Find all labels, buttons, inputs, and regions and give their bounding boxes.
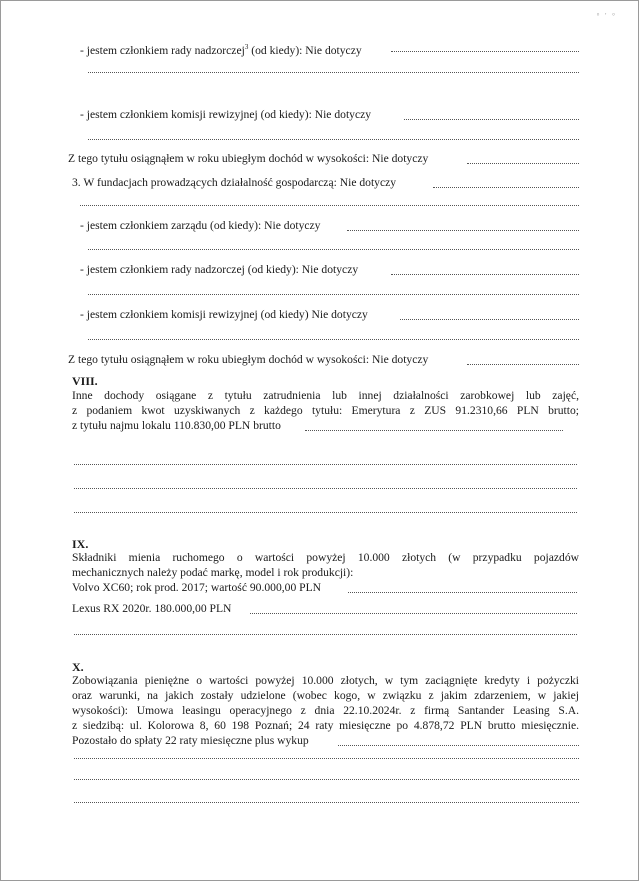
sec10-line4: z siedzibą: ul. Kolorowa 8, 60 198 Poznań; 24 raty miesięczne po 4.878,72 PLN brutto miesięcznie. bbox=[72, 719, 579, 732]
sec10-heading: X. bbox=[72, 660, 84, 674]
dotted-line bbox=[74, 464, 577, 465]
sec9-item1: Volvo XC60; rok prod. 2017; wartość 90.000,00 PLN bbox=[72, 581, 322, 594]
dotted-line bbox=[467, 364, 579, 365]
fund-rada-line: - jestem członkiem rady nadzorczej (od kiedy): Nie dotyczy bbox=[80, 263, 359, 276]
sec9-item2: Lexus RX 2020r. 180.000,00 PLN bbox=[72, 602, 232, 615]
dotted-line bbox=[74, 758, 579, 759]
sec8-line3: z tytułu najmu lokalu 110.830,00 PLN brutto bbox=[72, 419, 281, 432]
dotted-line bbox=[88, 339, 579, 340]
sec10-line3: wysokości): Umowa leasingu operacyjnego z dnia 22.10.2024r. z firmą Santander Leasing S.A. bbox=[72, 704, 579, 717]
dotted-line bbox=[74, 802, 579, 803]
sec9-heading: IX. bbox=[72, 537, 89, 551]
fund-item: 3. W fundacjach prowadzących działalność gospodarczą: Nie dotyczy bbox=[72, 176, 397, 189]
sec9-line2: mechanicznych należy podać markę, model i rok produkcji): bbox=[72, 566, 354, 579]
dotted-line bbox=[250, 613, 577, 614]
dotted-line bbox=[88, 139, 579, 140]
dotted-line bbox=[391, 51, 579, 52]
fund-komisja-line: - jestem członkiem komisji rewizyjnej (od kiedy) Nie dotyczy bbox=[80, 308, 368, 321]
sec7-komisja-line: - jestem członkiem komisji rewizyjnej (od kiedy): Nie dotyczy bbox=[80, 108, 372, 121]
sec10-line1: Zobowiązania pieniężne o wartości powyżej 10.000 złotych, w tym zaciągnięte kredyty i pożyczki bbox=[72, 674, 579, 687]
dotted-line bbox=[348, 592, 577, 593]
sec9-line1: Składniki mienia ruchomego o wartości powyżej 10.000 złotych (w przypadku pojazdów bbox=[72, 551, 579, 564]
sec8-heading: VIII. bbox=[72, 374, 98, 388]
dotted-line bbox=[347, 230, 579, 231]
corner-marks: ° ' ° bbox=[596, 12, 617, 20]
dotted-line bbox=[74, 488, 577, 489]
dotted-line bbox=[433, 187, 579, 188]
income-line-2: Z tego tytułu osiągnąłem w roku ubiegłym dochód w wysokości: Nie dotyczy bbox=[68, 353, 429, 366]
dotted-line bbox=[74, 779, 579, 780]
sec10-line5: Pozostało do spłaty 22 raty miesięczne plus wykup bbox=[72, 734, 309, 747]
dotted-line bbox=[74, 634, 577, 635]
dotted-line bbox=[305, 430, 563, 431]
dotted-line bbox=[80, 205, 579, 206]
sec10-line2: oraz warunki, na jakich zostały udzielone (wobec kogo, w związku z jakim zdarzeniem, w jakiej bbox=[72, 689, 579, 702]
dotted-line bbox=[88, 294, 579, 295]
dotted-line bbox=[88, 249, 579, 250]
dotted-line bbox=[404, 119, 579, 120]
dotted-line bbox=[400, 319, 579, 320]
fund-zarzad-line: - jestem członkiem zarządu (od kiedy): Nie dotyczy bbox=[80, 219, 321, 232]
sec7-rada-line: - jestem członkiem rady nadzorczej$^3$ (od kiedy): Nie dotyczy bbox=[80, 43, 362, 57]
dotted-line bbox=[467, 163, 579, 164]
dotted-line bbox=[391, 274, 579, 275]
dotted-line bbox=[338, 745, 579, 746]
sec8-line1: Inne dochody osiągane z tytułu zatrudnienia lub innej działalności zarobkowej lub zajęć, bbox=[72, 389, 579, 402]
income-line-1: Z tego tytułu osiągnąłem w roku ubiegłym dochód w wysokości: Nie dotyczy bbox=[68, 152, 429, 165]
dotted-line bbox=[88, 72, 579, 73]
dotted-line bbox=[74, 512, 577, 513]
sec8-line2: z podaniem kwot uzyskiwanych z każdego tytułu: Emerytura z ZUS 91.2310,66 PLN brutto; bbox=[72, 404, 579, 417]
